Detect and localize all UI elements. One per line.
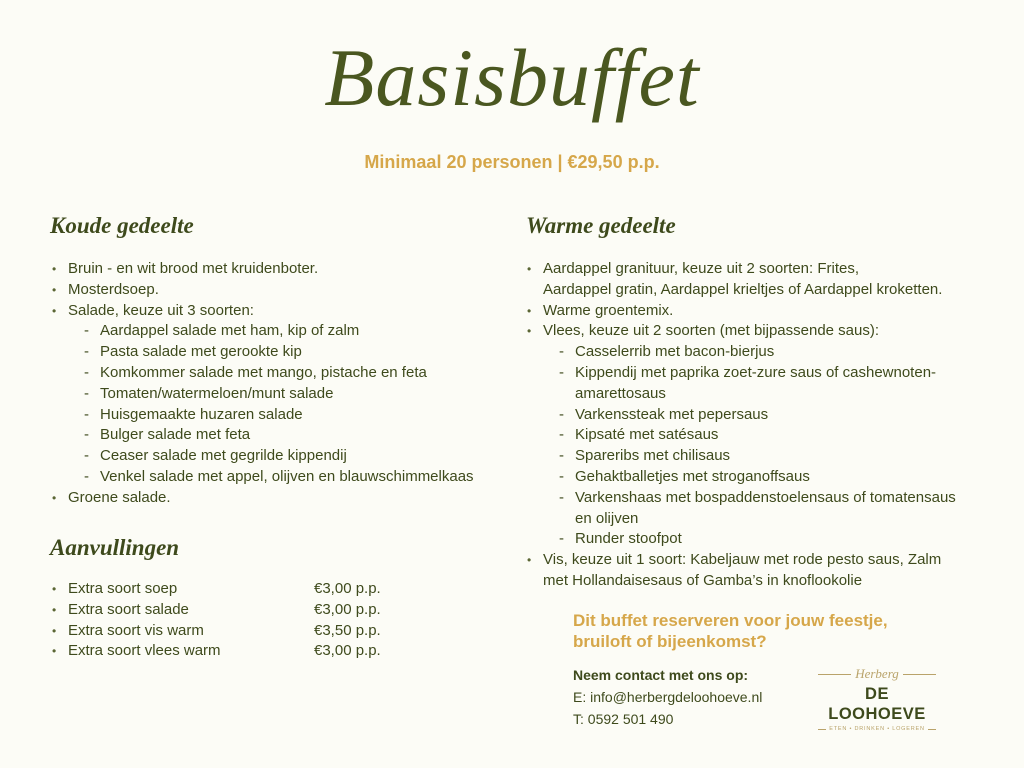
warme-item: • Vlees, keuze uit 2 soorten (met bijpassende saus): — [523, 321, 1003, 342]
contact-block — [573, 664, 793, 730]
aanvulling-name: • Extra soort salade — [68, 600, 189, 618]
warme-item: - Kipsaté met satésaus — [523, 425, 1003, 446]
logo-rule-left — [818, 674, 851, 675]
logo-top — [818, 666, 936, 682]
warme-item: - Kippendij met paprika zoet-zure saus of cashewnoten- — [523, 363, 1003, 384]
warme-heading: Warme gedeelte — [526, 213, 676, 238]
koude-heading: Koude gedeelte — [50, 213, 194, 238]
contact-phone[interactable]: T: 0592 501 490 — [573, 711, 674, 727]
warme-item: • Warme groentemix. — [523, 301, 1003, 322]
aanvulling-name: • Extra soort vis warm — [68, 621, 204, 639]
koude-item: - Pasta salade met gerookte kip — [48, 342, 518, 363]
contact-email[interactable]: E: info@herbergdeloohoeve.nl — [573, 689, 763, 705]
warme-item: amarettosaus — [575, 384, 666, 402]
aanvulling-price: €3,50 p.p. — [314, 621, 381, 639]
callout-line-1: Dit buffet reserveren voor jouw feestje, — [573, 611, 888, 630]
aanvullingen-list — [48, 579, 408, 662]
koude-item: - Ceaser salade met gegrilde kippendij — [48, 446, 518, 467]
aanvulling-row — [48, 600, 408, 621]
aanvulling-row — [48, 579, 408, 600]
koude-item: - Huisgemaakte huzaren salade — [48, 405, 518, 426]
warme-item: met Hollandaisesaus of Gamba’s in knoflookolie — [543, 571, 863, 589]
logo-rule-bottom-right — [928, 729, 936, 730]
koude-item: - Komkommer salade met mango, pistache en feta — [48, 363, 518, 384]
koude-list — [48, 259, 518, 509]
price-subtitle: Minimaal 20 personen | €29,50 p.p. — [364, 152, 660, 172]
warme-item: - Casselerrib met bacon-bierjus — [523, 342, 1003, 363]
aanvulling-name: • Extra soort vlees warm — [68, 642, 221, 660]
warme-item: Aardappel gratin, Aardappel krieltjes of Aardappel kroketten. — [543, 280, 943, 298]
reservation-callout — [573, 610, 953, 652]
koude-item: • Groene salade. — [48, 488, 518, 509]
contact-lead: Neem contact met ons op: — [573, 667, 749, 683]
warme-item: - Runder stoofpot — [523, 529, 1003, 550]
aanvulling-row — [48, 641, 408, 662]
koude-item: - Bulger salade met feta — [48, 425, 518, 446]
aanvulling-name: • Extra soort soep — [68, 580, 178, 597]
warme-list — [523, 259, 1003, 592]
warme-item: - Spareribs met chilisaus — [523, 446, 1003, 467]
warme-item: en olijven — [575, 509, 639, 527]
koude-item: • Mosterdsoep. — [48, 280, 518, 301]
warme-item: • Aardappel granituur, keuze uit 2 soorten: Frites, — [523, 259, 1003, 280]
aanvullingen-heading: Aanvullingen — [50, 535, 180, 560]
logo-name: DE LOOHOEVE — [828, 685, 926, 723]
koude-item: • Bruin - en wit brood met kruidenboter. — [48, 259, 518, 280]
warme-item: - Varkenshaas met bospaddenstoelensaus of tomatensaus — [523, 488, 1003, 509]
aanvulling-price: €3,00 p.p. — [314, 600, 381, 618]
warme-item: • Vis, keuze uit 1 soort: Kabeljauw met rode pesto saus, Zalm — [523, 550, 1003, 571]
aanvulling-price: €3,00 p.p. — [314, 580, 381, 597]
logo-rule-right — [903, 674, 936, 675]
herberg-logo — [818, 666, 936, 732]
logo-bottom — [818, 726, 936, 732]
koude-item: - Tomaten/watermeloen/munt salade — [48, 384, 518, 405]
koude-item: • Salade, keuze uit 3 soorten: — [48, 301, 518, 322]
warme-item: - Varkenssteak met pepersaus — [523, 405, 1003, 426]
logo-script: Herberg — [855, 666, 899, 681]
logo-tagline: ETEN • DRINKEN • LOGEREN — [829, 726, 925, 732]
logo-rule-bottom-left — [818, 729, 826, 730]
koude-item: - Aardappel salade met ham, kip of zalm — [48, 321, 518, 342]
callout-line-2: bruiloft of bijeenkomst? — [573, 632, 767, 651]
koude-item: - Venkel salade met appel, olijven en blauwschimmelkaas — [48, 467, 518, 488]
page-title: Basisbuffet — [324, 32, 700, 123]
aanvulling-price: €3,00 p.p. — [314, 642, 381, 660]
warme-item: - Gehaktballetjes met stroganoffsaus — [523, 467, 1003, 488]
aanvulling-row — [48, 621, 408, 642]
